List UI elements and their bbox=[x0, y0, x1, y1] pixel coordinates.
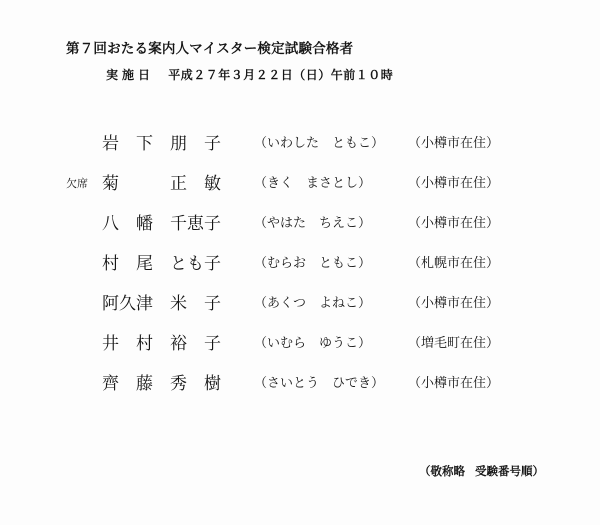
candidate-residence: （札幌市在住） bbox=[408, 256, 500, 271]
candidate-reading: （いむら ゆうこ） bbox=[254, 336, 372, 351]
candidate-reading: （さいとう ひでき） bbox=[254, 376, 385, 391]
list-item bbox=[0, 368, 600, 394]
candidate-reading: （やはた ちえこ） bbox=[254, 216, 372, 231]
name-part: 敏 bbox=[204, 174, 221, 194]
list-item bbox=[0, 328, 600, 354]
footnote-order: 受験番号順） bbox=[475, 464, 544, 478]
name-part: 裕 bbox=[170, 334, 187, 354]
name-part: 藤 bbox=[136, 374, 153, 394]
name-part: 八 bbox=[102, 214, 119, 234]
name-part: 子 bbox=[204, 134, 221, 154]
list-item bbox=[0, 208, 600, 234]
exam-date-row bbox=[106, 66, 393, 83]
date-label: 実施日 bbox=[106, 68, 155, 82]
name-part: 正 bbox=[170, 174, 187, 194]
candidate-reading: （むらお ともこ） bbox=[254, 256, 372, 271]
name-part: 樹 bbox=[204, 374, 221, 394]
name-part: 下 bbox=[136, 134, 153, 154]
date-value: 平成２７年３月２２日（日）午前１０時 bbox=[168, 68, 394, 82]
document-title: 第７回おたる案内人マイスター検定試験合格者 bbox=[66, 41, 354, 57]
name-part: 阿久津 bbox=[102, 294, 153, 314]
candidate-reading: （あくつ よねこ） bbox=[254, 296, 372, 311]
name-part: 子 bbox=[204, 294, 221, 314]
name-part: 幡 bbox=[136, 214, 153, 234]
candidate-residence: （小樽市在住） bbox=[408, 176, 500, 191]
name-part: 菊 bbox=[102, 174, 119, 194]
list-item bbox=[0, 168, 600, 194]
name-part: 朋 bbox=[170, 134, 187, 154]
candidate-reading: （いわした ともこ） bbox=[254, 136, 385, 151]
footnote-honorific: （敬称略 bbox=[419, 464, 465, 478]
footnote bbox=[419, 463, 544, 479]
candidate-residence: （小樽市在住） bbox=[408, 376, 500, 391]
name-part: 米 bbox=[170, 294, 187, 314]
name-part: 井 bbox=[102, 334, 119, 354]
name-part: とも子 bbox=[170, 254, 221, 274]
absent-mark: 欠席 bbox=[66, 177, 88, 190]
candidate-residence: （小樽市在住） bbox=[408, 296, 500, 311]
name-part: 子 bbox=[204, 334, 221, 354]
name-part: 村 bbox=[102, 254, 119, 274]
name-part: 岩 bbox=[102, 134, 119, 154]
candidate-residence: （小樽市在住） bbox=[408, 216, 500, 231]
name-part: 千恵子 bbox=[170, 214, 221, 234]
list-item bbox=[0, 248, 600, 274]
list-item bbox=[0, 128, 600, 154]
name-part: 秀 bbox=[170, 374, 187, 394]
name-part: 村 bbox=[136, 334, 153, 354]
list-item bbox=[0, 288, 600, 314]
name-part: 尾 bbox=[136, 254, 153, 274]
candidate-residence: （小樽市在住） bbox=[408, 136, 500, 151]
candidate-reading: （きく まさとし） bbox=[254, 176, 372, 191]
candidate-residence: （増毛町在住） bbox=[408, 336, 500, 351]
name-part: 齊 bbox=[102, 374, 119, 394]
